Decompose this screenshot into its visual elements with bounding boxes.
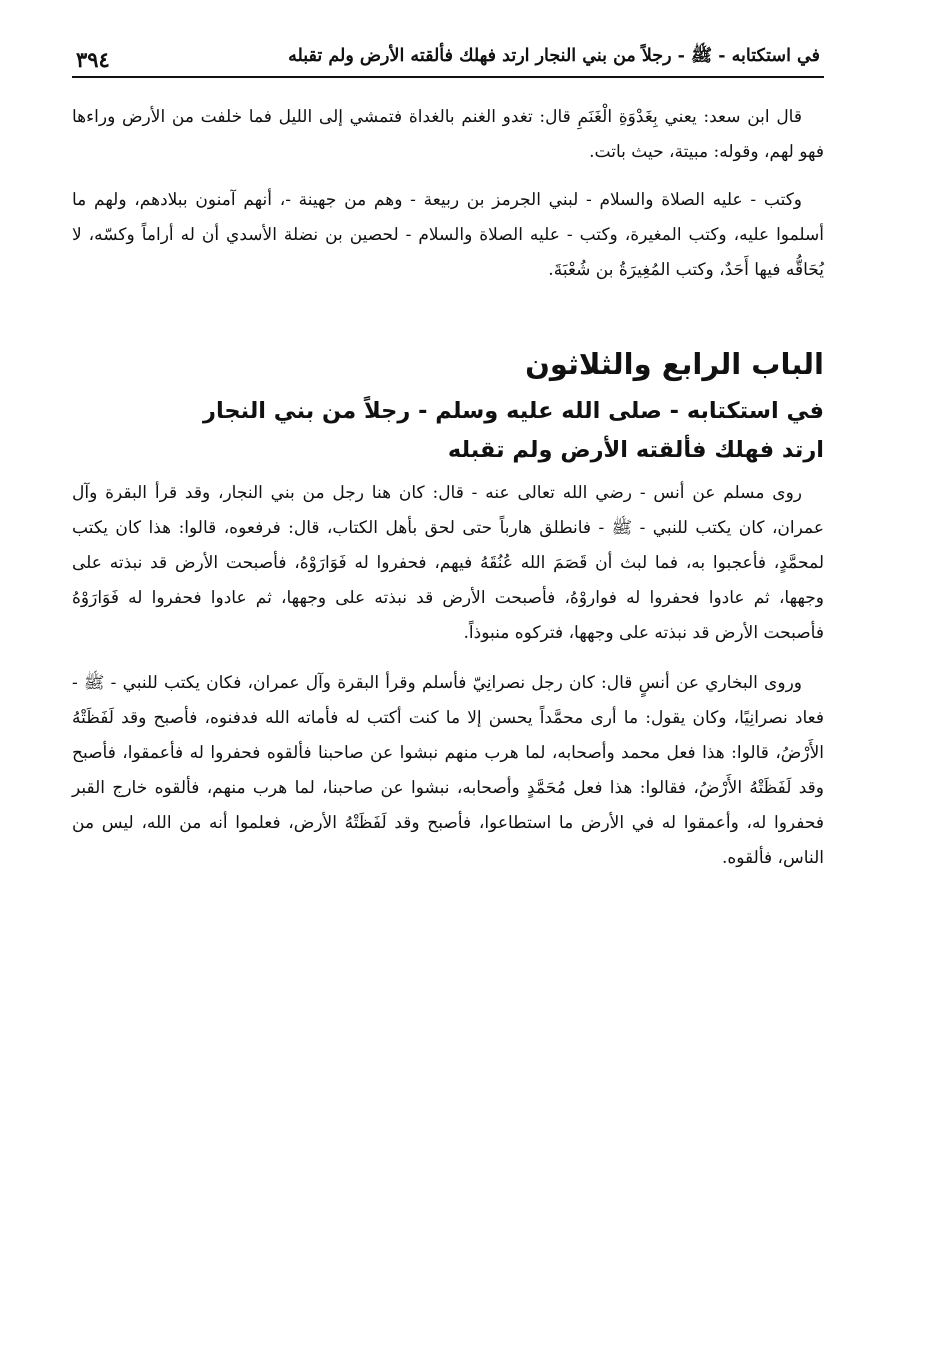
running-header <box>72 38 824 78</box>
book-page <box>72 38 824 876</box>
page-number: ٣٩٤ <box>76 47 110 72</box>
running-title: في استكتابه - ﷺ - رجلاً من بني النجار ارتد فهلك فألقته الأرض ولم تقبله <box>288 46 820 66</box>
paragraph-muslim-narration: روى مسلم عن أنس - رضي الله تعالى عنه - قال: كان هنا رجل من بني النجار، وقد قرأ البقرة وآل عمران، كان يكتب للنبي - ﷺ - فانطلق هارباً حتى لحق بأهل الكتاب، قال: فرفعوه، قالوا: هذا كان يكتب لمحمَّدٍ، فأعجبوا به، فما لبث أن قَصَمَ الله عُنُقَهُ فيهم، فحفروا له فَوَارَوْهُ، فأصبحت الأرض قد نبذته على وجهها، ثم عادوا فحفروا له فواروْهُ، فأصبحت الأرض قد نبذته على وجهها، ثم عادوا فحفروا له فَوَارَوْهُ فأصبحت الأرض قد نبذته على وجهها، فتركوه منبوذاً. <box>72 483 824 643</box>
paragraph-bukhari-narration: وروى البخاري عن أنسٍ قال: كان رجل نصرانِيّ فأسلم وقرأ البقرة وآل عمران، فكان يكتب للنبي - ﷺ - فعاد نصرانِيًا، وكان يقول: ما أرى محمَّداً يحسن إلا ما كنت أكتب له فأماته الله فدفنوه، فأصبح وقد لَفَظَتْهُ الأَرْضُ، قالوا: هذا فعل محمد وأصحابه، لما هرب منهم نبشوا عن صاحبنا فألقوه فحفروا له فأعمقوا، فأصبح وقد لَفَظَتْهُ الأَرْضُ، فقالوا: هذا فعل مُحَمَّدٍ وأصحابه، نبشوا عن صاحبنا، لما هرب منهم، فألقوه خارج القبر فحفروا له، وأعمقوا له في الأرض ما استطاعوا، فأصبح وقد لَفَظَتْهُ الأرض، فعلموا أنه من الله، ليس من الناس، فألقوه. <box>72 673 824 868</box>
chapter-subtitle-line-2: ارتد فهلك فألقته الأرض ولم تقبله <box>447 437 824 463</box>
chapter-subtitle <box>72 392 824 470</box>
chapter-subtitle-line-1: في استكتابه - صلى الله عليه وسلم - رجلاً من بني النجار <box>203 398 824 424</box>
paragraph-ibn-saad: قال ابن سعد: يعني بِغَدْوَةِ الْغَنَمِ قال: تغدو الغنم بالغداة فتمشي إلى الليل فما خلفت من الأرض وراءها فهو لهم، وقوله: مبيتة، حيث باتت. <box>72 107 824 162</box>
page-body <box>72 100 824 876</box>
paragraph-bani-jarmaz: وكتب - عليه الصلاة والسلام - لبني الجرمز بن ربيعة - وهم من جهينة -، أنهم آمنون ببلادهم، ولهم ما أسلموا عليه، وكتب المغيرة، وكتب - عليه الصلاة والسلام - لحصين بن نضلة الأسدي أن له أراماً وكسّه، لا يُحَاقُّه فيها أَحَدٌ، وكتب المُغِيرَةُ بن شُعْبَةَ. <box>72 190 824 280</box>
chapter-title: الباب الرابع والثلاثون <box>525 347 824 381</box>
